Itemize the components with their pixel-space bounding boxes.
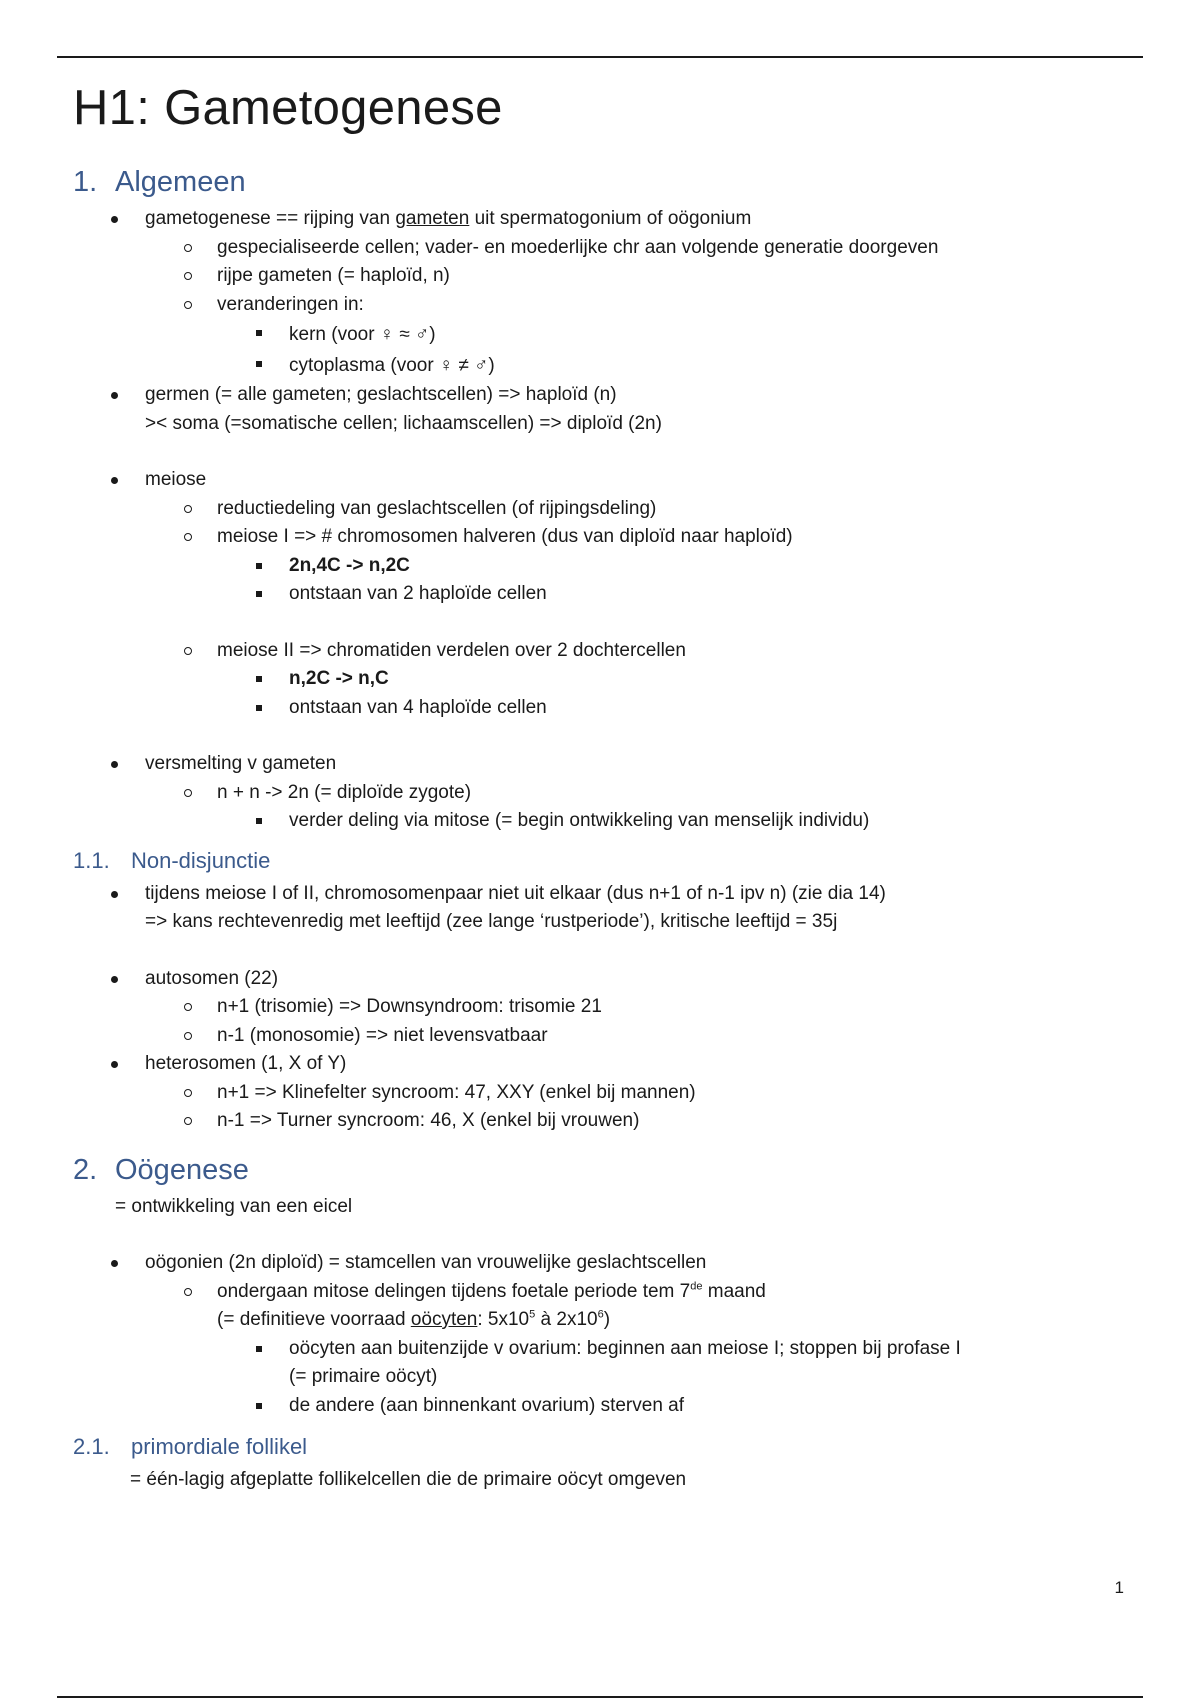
text: gametogenese == rijping van <box>145 208 396 229</box>
square-bullet-icon <box>256 1346 262 1352</box>
list-item <box>73 1050 1133 1079</box>
circle-bullet-icon <box>184 272 192 280</box>
list-item <box>73 965 1133 994</box>
page-number: 1 <box>1114 1578 1124 1597</box>
list-item <box>73 291 1133 320</box>
section-title: primordiale follikel <box>131 1434 308 1459</box>
text: uit spermatogonium of oögonium <box>469 208 752 229</box>
text: ondergaan mitose delingen tijdens foetale periode tem 7 <box>217 1280 691 1302</box>
text: ontstaan van 4 haploïde cellen <box>289 696 547 718</box>
text: : 5x10 <box>477 1309 530 1330</box>
list-item <box>73 466 1133 495</box>
section-list-algemeen <box>73 205 1133 836</box>
list-item <box>73 665 1133 694</box>
square-bullet-icon <box>256 330 262 336</box>
text: meiose I => # chromosomen halveren (dus van diploïd naar haploïd) <box>217 526 793 547</box>
text: oögonien (2n diploïd) = stamcellen van vrouwelijke geslachtscellen <box>145 1252 707 1273</box>
text: (= definitieve voorraad <box>217 1309 411 1330</box>
section-number: 1. <box>73 166 98 198</box>
list-item <box>73 694 1133 723</box>
underlined-term: oöcyten <box>410 1309 478 1330</box>
text: reductiedeling van geslachtscellen (of rijpingsdeling) <box>217 497 657 519</box>
square-bullet-icon <box>256 591 262 597</box>
section-number: 2.1. <box>73 1434 110 1459</box>
circle-bullet-icon <box>184 533 192 541</box>
circle-bullet-icon <box>184 301 192 309</box>
text: ) <box>603 1309 611 1330</box>
section-number: 2. <box>73 1153 98 1186</box>
bullet-icon <box>111 761 118 768</box>
list-item <box>73 552 1133 581</box>
list-item <box>73 1392 1133 1421</box>
text: cytoplasma (voor ♀ ≠ ♂) <box>289 355 495 376</box>
circle-bullet-icon <box>184 789 192 797</box>
text: autosomen (22) <box>145 967 279 989</box>
section-intro: = ontwikkeling van een eicel <box>115 1195 353 1217</box>
continuation-line: >< soma (=somatische cellen; lichaamscellen) => diploïd (2n) <box>145 412 662 434</box>
section-intro: = één-lagig afgeplatte follikelcellen die de primaire oöcyt omgeven <box>130 1469 687 1490</box>
text: ontstaan van 2 haploïde cellen <box>289 583 547 604</box>
text: n + n -> 2n (= diploïde zygote) <box>217 781 472 803</box>
section-heading-algemeen <box>73 166 1133 199</box>
bottom-rule <box>57 1696 1143 1698</box>
circle-bullet-icon <box>184 1032 192 1040</box>
circle-bullet-icon <box>184 244 192 252</box>
circle-bullet-icon <box>184 1288 192 1296</box>
text: n-1 (monosomie) => niet levensvatbaar <box>217 1024 548 1046</box>
list-item <box>73 637 1133 666</box>
text: heterosomen (1, X of Y) <box>145 1053 347 1074</box>
list-item <box>73 234 1133 263</box>
section-title: Algemeen <box>115 166 246 198</box>
bullet-icon <box>111 1260 118 1267</box>
continuation-line: => kans rechtevenredig met leeftijd (zee lange ‘rustperiode’), kritische leeftijd = 35j <box>145 911 838 932</box>
spacer <box>73 937 1133 965</box>
text: maand <box>702 1280 766 1302</box>
circle-bullet-icon <box>184 505 192 513</box>
list-item <box>73 495 1133 524</box>
list-item <box>73 779 1133 808</box>
superscript: de <box>690 1280 703 1293</box>
continuation-line <box>73 1306 1133 1335</box>
square-bullet-icon <box>256 676 262 682</box>
bold-text: 2n,4C -> n,2C <box>289 554 410 576</box>
text: oöcyten aan buitenzijde v ovarium: beginnen aan meiose I; stoppen bij profase I <box>289 1337 961 1359</box>
text: versmelting v gameten <box>145 753 337 774</box>
square-bullet-icon <box>256 361 262 367</box>
top-rule <box>57 56 1143 58</box>
bullet-icon <box>111 216 118 223</box>
document-body <box>73 80 1133 1495</box>
list-item <box>73 1022 1133 1051</box>
page-title: H1: Gametogenese <box>73 81 503 135</box>
text: tijdens meiose I of II, chromosomenpaar niet uit elkaar (dus n+1 of n-1 ipv n) (zie dia 14) <box>145 882 886 904</box>
text: à 2x10 <box>535 1309 598 1330</box>
text: veranderingen in: <box>217 293 364 315</box>
continuation-line: (= primaire oöcyt) <box>289 1366 438 1387</box>
list-item <box>73 1335 1133 1364</box>
text: verder deling via mitose (= begin ontwikkeling van menselijk individu) <box>289 810 870 831</box>
square-bullet-icon <box>256 1403 262 1409</box>
list-item <box>73 1107 1133 1136</box>
bullet-icon <box>111 392 118 399</box>
list-item <box>73 807 1133 836</box>
section-list-non-disjunctie <box>73 880 1133 1136</box>
section-title: Non-disjunctie <box>131 847 271 873</box>
list-item <box>73 205 1133 234</box>
text: meiose II => chromatiden verdelen over 2 dochtercellen <box>217 639 686 661</box>
text: kern (voor ♀ ≈ ♂) <box>289 324 436 345</box>
list-item <box>73 262 1133 291</box>
circle-bullet-icon <box>184 1117 192 1125</box>
section-heading-non-disjunctie <box>73 848 1133 874</box>
text: n+1 => Klinefelter syncroom: 47, XXY (enkel bij mannen) <box>217 1081 696 1103</box>
bullet-icon <box>111 1061 118 1068</box>
superscript: 6 <box>597 1308 604 1321</box>
text: n-1 => Turner syncroom: 46, X (enkel bij vrouwen) <box>217 1110 640 1131</box>
spacer <box>73 1221 1133 1249</box>
underlined-term: gameten <box>395 208 470 229</box>
list-item <box>73 580 1133 609</box>
list-item <box>73 750 1133 779</box>
text: rijpe gameten (= haploïd, n) <box>217 265 450 286</box>
spacer <box>73 722 1133 750</box>
list-item <box>73 993 1133 1022</box>
section-title: Oögenese <box>115 1153 249 1186</box>
list-item <box>73 880 1133 909</box>
list-item <box>73 523 1133 552</box>
list-item <box>73 1079 1133 1108</box>
list-item <box>73 1278 1133 1307</box>
bullet-icon <box>111 891 118 898</box>
list-item <box>73 1249 1133 1278</box>
text: germen (= alle gameten; geslachtscellen) => haploïd (n) <box>145 384 617 405</box>
square-bullet-icon <box>256 705 262 711</box>
spacer <box>73 438 1133 466</box>
circle-bullet-icon <box>184 1089 192 1097</box>
text: de andere (aan binnenkant ovarium) sterven af <box>289 1394 685 1416</box>
spacer <box>73 609 1133 637</box>
list-item <box>73 350 1133 381</box>
section-heading-primordiale-follikel <box>73 1434 1133 1460</box>
list-item <box>73 381 1133 410</box>
bullet-icon <box>111 477 118 484</box>
spacer <box>73 836 1133 848</box>
square-bullet-icon <box>256 818 262 824</box>
circle-bullet-icon <box>184 1003 192 1011</box>
text: n+1 (trisomie) => Downsyndroom: trisomie 21 <box>217 996 602 1017</box>
spacer <box>73 1420 1133 1434</box>
text: gespecialiseerde cellen; vader- en moederlijke chr aan volgende generatie doorgeven <box>217 236 939 258</box>
section-list-oogenese <box>73 1249 1133 1420</box>
section-heading-oogenese <box>73 1154 1133 1187</box>
text: meiose <box>145 469 207 490</box>
superscript: 5 <box>529 1308 536 1321</box>
bullet-icon <box>111 976 118 983</box>
spacer <box>73 1136 1133 1154</box>
bold-text: n,2C -> n,C <box>289 668 389 689</box>
list-item <box>73 319 1133 350</box>
circle-bullet-icon <box>184 647 192 655</box>
square-bullet-icon <box>256 563 262 569</box>
section-number: 1.1. <box>73 847 110 873</box>
